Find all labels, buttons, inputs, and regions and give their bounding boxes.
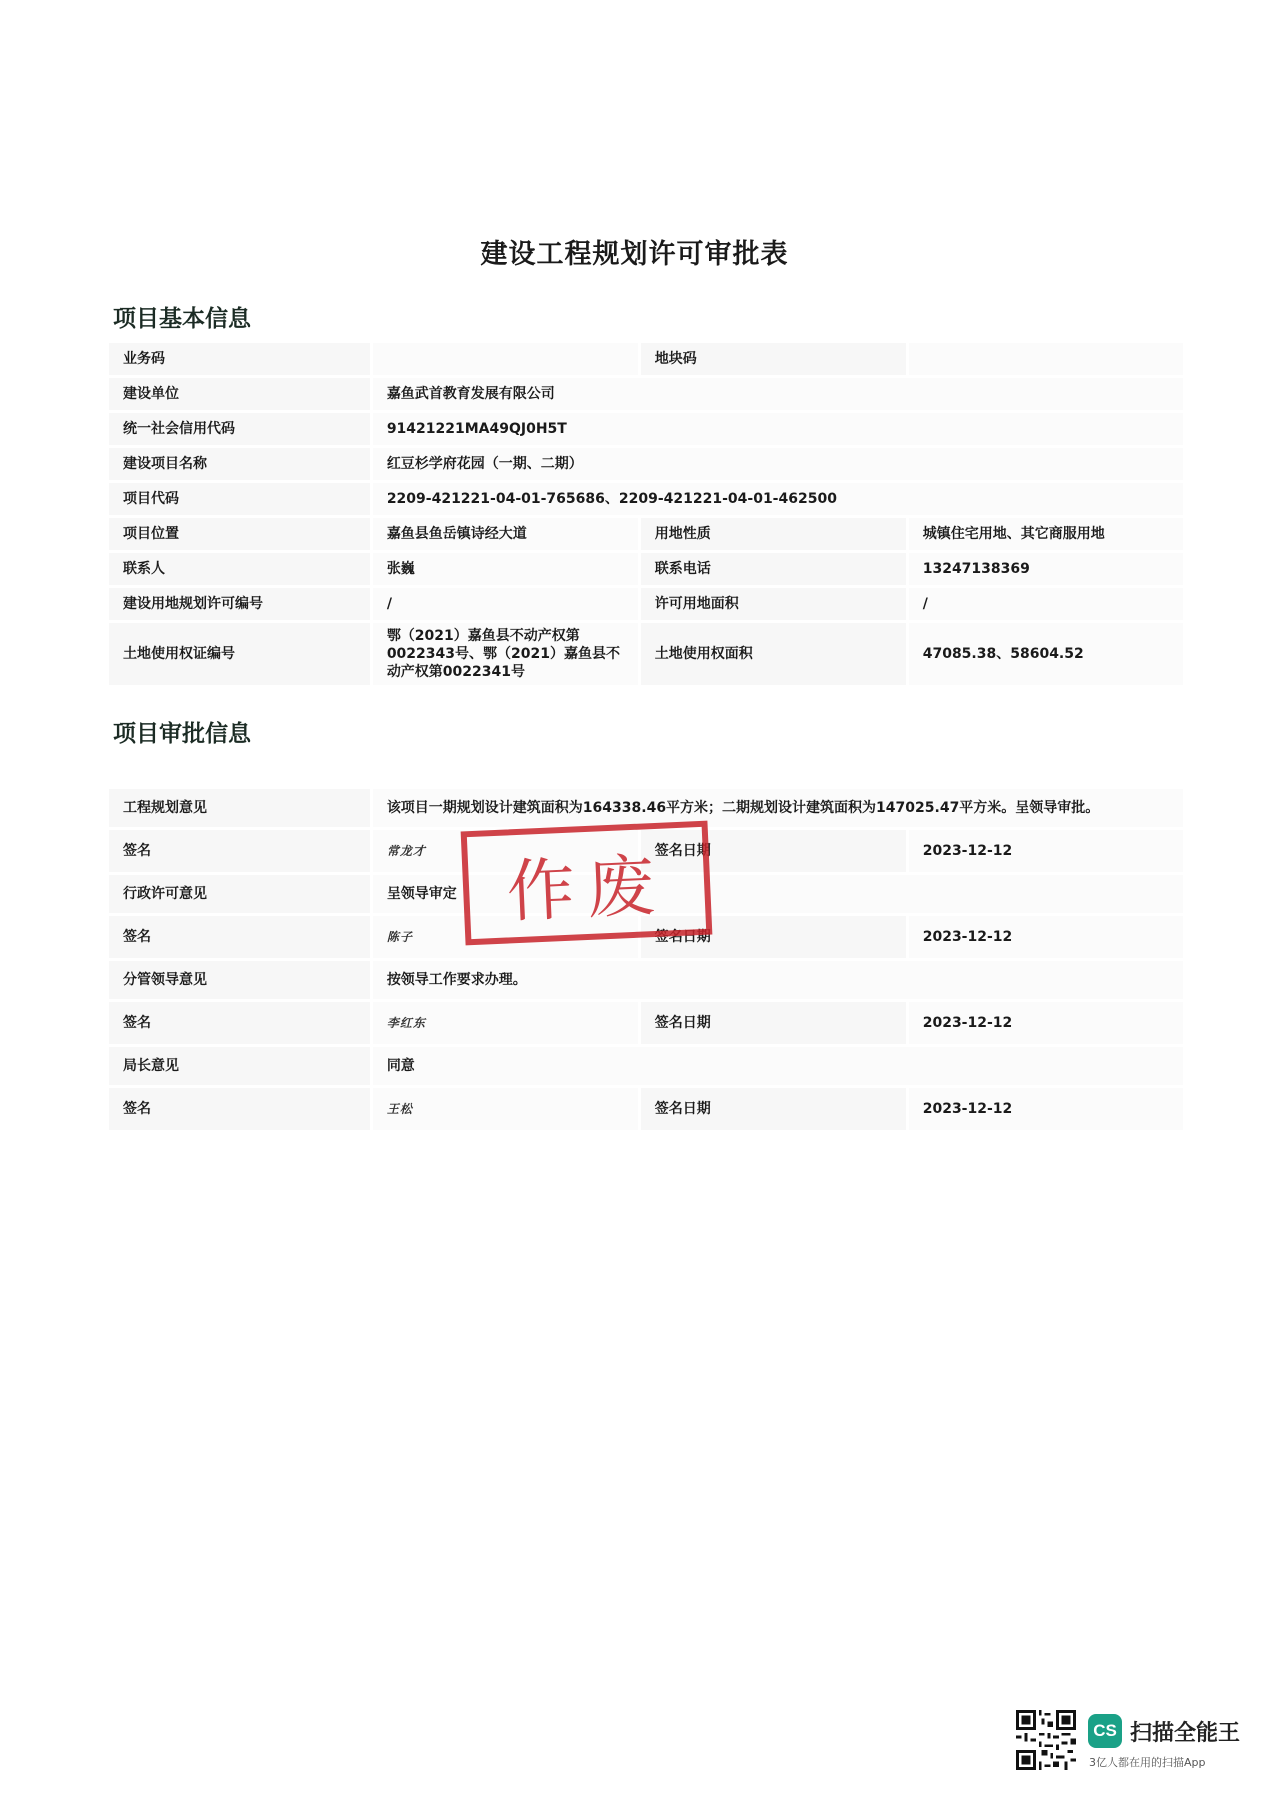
project-name-label: 建设项目名称 (109, 448, 370, 480)
contact-label: 联系人 (109, 553, 370, 585)
basic-info-table (106, 340, 1186, 688)
plot-code-label: 地块码 (641, 343, 906, 375)
credit-code-value: 91421221MA49QJ0H5T (373, 413, 1183, 445)
land-permit-value: / (373, 588, 638, 620)
land-cert-value: 鄂（2021）嘉鱼县不动产权第0022343号、鄂（2021）嘉鱼县不动产权第0022341号 (373, 623, 638, 685)
table-row (109, 483, 1183, 515)
contact-value: 张巍 (373, 553, 638, 585)
sign-date-value: 2023-12-12 (909, 1088, 1183, 1130)
table-row (109, 789, 1183, 827)
basic-info-section-title: 项目基本信息 (113, 306, 251, 332)
table-row (109, 553, 1183, 585)
project-code-value: 2209-421221-04-01-765686、2209-421221-04-01-462500 (373, 483, 1183, 515)
signature-label: 签名 (109, 830, 370, 872)
handwritten-signature: 李红东 (386, 1016, 426, 1030)
scanner-watermark (1016, 1710, 1246, 1772)
sign-date-value: 2023-12-12 (909, 830, 1183, 872)
sign-date-label: 签名日期 (641, 1002, 906, 1044)
scanner-tagline: 3亿人都在用的扫描App (1089, 1756, 1206, 1769)
handwritten-signature: 陈子 (386, 930, 413, 944)
handwritten-signature: 王松 (386, 1102, 413, 1116)
opinion-value: 按领导工作要求办理。 (373, 961, 1183, 999)
opinion-label: 工程规划意见 (109, 789, 370, 827)
project-code-label: 项目代码 (109, 483, 370, 515)
land-cert-label: 土地使用权证编号 (109, 623, 370, 685)
credit-code-label: 统一社会信用代码 (109, 413, 370, 445)
table-row (109, 448, 1183, 480)
phone-label: 联系电话 (641, 553, 906, 585)
document-title: 建设工程规划许可审批表 (480, 239, 789, 270)
signature-value (373, 1002, 638, 1044)
location-value: 嘉鱼县鱼岳镇诗经大道 (373, 518, 638, 550)
opinion-label: 行政许可意见 (109, 875, 370, 913)
location-label: 项目位置 (109, 518, 370, 550)
opinion-value: 同意 (373, 1047, 1183, 1085)
opinion-label: 分管领导意见 (109, 961, 370, 999)
sign-date-label: 签名日期 (641, 916, 906, 958)
construction-unit-label: 建设单位 (109, 378, 370, 410)
permit-area-label: 许可用地面积 (641, 588, 906, 620)
land-nature-label: 用地性质 (641, 518, 906, 550)
signature-value (373, 1088, 638, 1130)
table-row (109, 1002, 1183, 1044)
table-row (109, 378, 1183, 410)
table-row (109, 518, 1183, 550)
permit-area-value: / (909, 588, 1183, 620)
construction-unit-value: 嘉鱼武首教育发展有限公司 (373, 378, 1183, 410)
signature-label: 签名 (109, 1088, 370, 1130)
sign-date-value: 2023-12-12 (909, 916, 1183, 958)
sign-date-label: 签名日期 (641, 1088, 906, 1130)
land-permit-label: 建设用地规划许可编号 (109, 588, 370, 620)
opinion-value: 呈领导审定 (373, 875, 1183, 913)
table-row (109, 343, 1183, 375)
phone-value: 13247138369 (909, 553, 1183, 585)
business-code-label: 业务码 (109, 343, 370, 375)
camscanner-logo-icon: CS (1088, 1714, 1122, 1748)
signature-label: 签名 (109, 1002, 370, 1044)
table-row (109, 588, 1183, 620)
business-code-value (373, 343, 638, 375)
qr-code-icon (1016, 1710, 1076, 1770)
handwritten-signature: 常龙才 (386, 844, 426, 858)
sign-date-label: 签名日期 (641, 830, 906, 872)
scanner-app-name: 扫描全能王 (1130, 1721, 1241, 1746)
table-row (109, 623, 1183, 685)
sign-date-value: 2023-12-12 (909, 1002, 1183, 1044)
approval-info-section-title: 项目审批信息 (113, 721, 251, 747)
land-nature-value: 城镇住宅用地、其它商服用地 (909, 518, 1183, 550)
table-row (109, 1088, 1183, 1130)
table-row (109, 1047, 1183, 1085)
table-row (109, 413, 1183, 445)
land-use-area-value: 47085.38、58604.52 (909, 623, 1183, 685)
opinion-value: 该项目一期规划设计建筑面积为164338.46平方米；二期规划设计建筑面积为147025.47平方米。呈领导审批。 (373, 789, 1183, 827)
plot-code-value (909, 343, 1183, 375)
signature-label: 签名 (109, 916, 370, 958)
land-use-area-label: 土地使用权面积 (641, 623, 906, 685)
project-name-value: 红豆杉学府花园（一期、二期） (373, 448, 1183, 480)
void-stamp: 作废 (461, 821, 713, 946)
opinion-label: 局长意见 (109, 1047, 370, 1085)
table-row (109, 961, 1183, 999)
